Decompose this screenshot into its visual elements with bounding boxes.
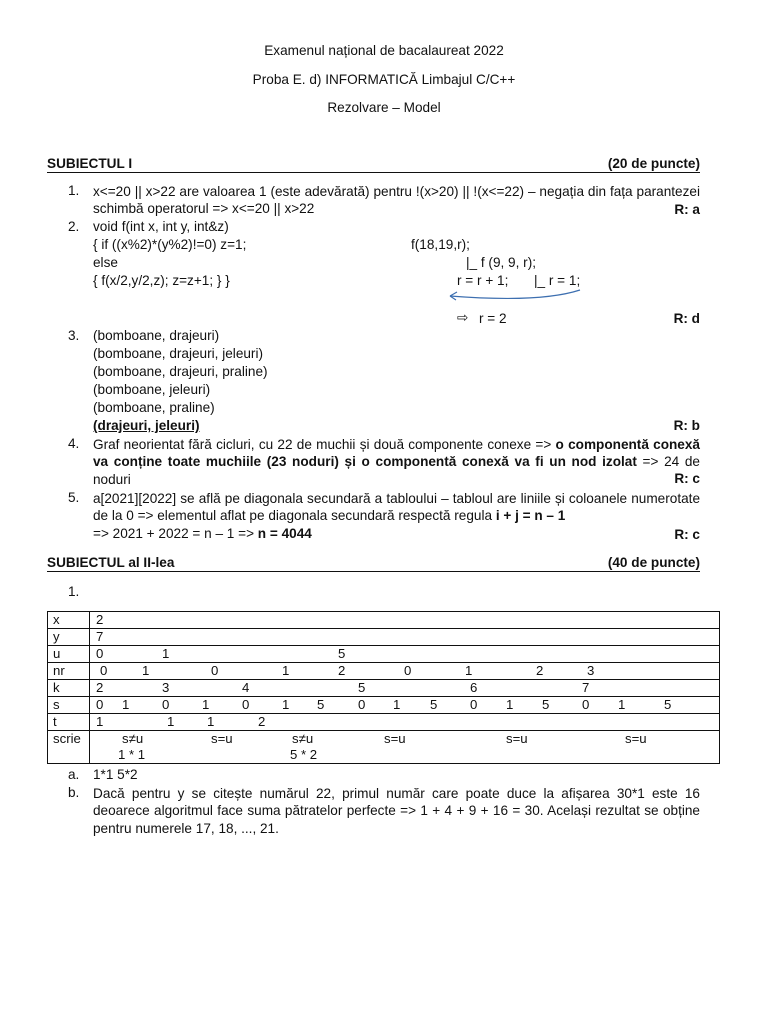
table-cell: 1 <box>465 663 473 678</box>
table-cell: 2 <box>96 612 104 627</box>
table-row <box>48 714 720 731</box>
table-cell: 2 <box>258 714 266 729</box>
subitem-a-text: 1*1 5*2 <box>93 767 138 782</box>
row-values <box>90 612 720 629</box>
table-cell: 0 <box>470 697 478 712</box>
combination-line: (bomboane, jeleuri) <box>93 382 211 397</box>
section-heading-subiect-2 <box>47 555 700 572</box>
combination-line: (bomboane, drajeuri) <box>93 328 220 343</box>
table-cell: 2 <box>338 663 346 678</box>
section-points: (20 de puncte) <box>607 156 700 171</box>
item-5-number: 5. <box>68 490 80 505</box>
table-cell: 1 <box>142 663 150 678</box>
table-cell: 0 <box>582 697 590 712</box>
table-cell: s=u <box>384 731 406 746</box>
table-cell: 5 <box>664 697 672 712</box>
table-cell: s≠u <box>122 731 144 746</box>
table-cell: 1 <box>167 714 175 729</box>
table-cell: 7 <box>582 680 590 695</box>
item-5-result: n = 4044 <box>257 525 312 541</box>
return-arrow-icon <box>440 287 590 307</box>
table-cell: s≠u <box>292 731 314 746</box>
item-5-rule: i + j = n – 1 <box>495 508 566 524</box>
table-row <box>48 612 720 629</box>
code-line: { if ((x%2)*(y%2)!=0) z=1; <box>93 237 247 252</box>
exam-subject: Proba E. d) INFORMATICĂ Limbajul C/C++ <box>252 72 516 87</box>
exam-subtitle: Rezolvare – Model <box>327 100 441 115</box>
exam-title: Examenul național de bacalaureat 2022 <box>264 43 504 58</box>
row-label: nr <box>48 663 90 680</box>
table-cell: 1 <box>282 663 290 678</box>
table-cell: 1 <box>122 697 130 712</box>
row-label: x <box>48 612 90 629</box>
item-1-number: 1. <box>68 183 80 198</box>
table-cell: 3 <box>162 680 170 695</box>
item-5-answer: R: c <box>674 527 700 542</box>
table-cell: 1 <box>207 714 215 729</box>
table-cell: 1 <box>618 697 626 712</box>
table-cell: 1 * 1 <box>118 747 146 762</box>
table-cell: 0 <box>162 697 170 712</box>
table-cell: 7 <box>96 629 104 644</box>
trace-table <box>47 611 720 764</box>
item-2-result: r = 2 <box>479 311 507 326</box>
item-5-text <box>93 490 700 542</box>
trace-line: |_ f (9, 9, r); <box>466 255 537 270</box>
table-cell: 6 <box>470 680 478 695</box>
table-cell: 5 <box>542 697 550 712</box>
row-values <box>90 697 720 714</box>
table-cell: 1 <box>393 697 401 712</box>
row-values <box>90 680 720 697</box>
table-cell: 0 <box>100 663 108 678</box>
row-label: t <box>48 714 90 731</box>
trace-line: r = r + 1; <box>457 273 509 288</box>
section-title: SUBIECTUL al II-lea <box>47 555 175 570</box>
table-row <box>48 663 720 680</box>
code-line: void f(int x, int y, int&z) <box>93 219 229 234</box>
combination-line: (bomboane, praline) <box>93 400 215 415</box>
table-cell: 5 <box>358 680 366 695</box>
row-label: s <box>48 697 90 714</box>
row-values <box>90 663 720 680</box>
row-values <box>90 714 720 731</box>
combination-answer: (drajeuri, jeleuri) <box>93 418 200 433</box>
section-points: (40 de puncte) <box>607 555 700 570</box>
table-cell: s=u <box>211 731 233 746</box>
item-4-text <box>93 436 700 488</box>
table-cell: 5 <box>338 646 346 661</box>
code-line: { f(x/2,y/2,z); z=z+1; } } <box>93 273 230 288</box>
row-label: k <box>48 680 90 697</box>
table-cell: 5 <box>430 697 438 712</box>
trace-line: |_ r = 1; <box>534 273 581 288</box>
table-cell: 1 <box>96 714 104 729</box>
item-1-number: 1. <box>68 584 80 599</box>
section-heading-subiect-1 <box>47 156 700 173</box>
subitem-b-letter: b. <box>68 785 80 800</box>
table-cell: 2 <box>96 680 104 695</box>
combination-line: (bomboane, drajeuri, jeleuri) <box>93 346 264 361</box>
combination-line: (bomboane, drajeuri, praline) <box>93 364 268 379</box>
item-4-text-c: => 24 de noduri <box>93 454 700 487</box>
table-row <box>48 697 720 714</box>
table-cell: 3 <box>587 663 595 678</box>
row-values <box>90 629 720 646</box>
table-cell: 0 <box>96 697 104 712</box>
table-cell: 2 <box>536 663 544 678</box>
table-cell: s=u <box>506 731 528 746</box>
item-3-answer: R: b <box>673 418 700 433</box>
trace-line: f(18,19,r); <box>411 237 470 252</box>
table-row <box>48 646 720 663</box>
table-cell: 5 * 2 <box>290 747 318 762</box>
item-1-answer: R: a <box>674 202 700 217</box>
table-cell: 0 <box>242 697 250 712</box>
row-values <box>90 731 720 764</box>
item-1-text: x<=20 || x>22 are valoarea 1 (este adevărată) pentru !(x>20) || !(x<=22) – negația din fața parantezei schimbă operatorul => x<=20 || x>22 <box>93 184 700 217</box>
table-cell: 0 <box>96 646 104 661</box>
code-line: else <box>93 255 118 270</box>
item-4-answer: R: c <box>674 471 700 486</box>
item-4-number: 4. <box>68 436 80 451</box>
row-values <box>90 646 720 663</box>
table-cell: 1 <box>506 697 514 712</box>
table-cell: 0 <box>211 663 219 678</box>
item-5-text-b: => 2021 + 2022 = n – 1 => <box>93 525 258 541</box>
item-2-number: 2. <box>68 219 80 234</box>
subitem-b-text: Dacă pentru y se citește numărul 22, primul număr care poate duce la afișarea 30*1 este 16 deoarece algoritmul face suma pătratelor perfecte => 1 + 4 + 9 + 16 = 30. Același rezultat se obține pentru numerele 17, 18, ..., 21. <box>93 786 700 836</box>
row-label: u <box>48 646 90 663</box>
row-label: y <box>48 629 90 646</box>
table-cell: 1 <box>162 646 170 661</box>
section-title: SUBIECTUL I <box>47 156 133 171</box>
table-cell: s=u <box>625 731 647 746</box>
item-4-text-bold: o componentă conexă va conține toate muchiile (23 noduri) și o componentă conexă va fi un nod izolat <box>93 437 700 470</box>
table-cell: 1 <box>282 697 290 712</box>
row-label: scrie <box>48 731 90 764</box>
table-row <box>48 629 720 646</box>
subitem-a-letter: a. <box>68 767 80 782</box>
item-2-answer: R: d <box>673 311 700 326</box>
item-3-number: 3. <box>68 328 80 343</box>
item-4-text-a: Graf neorientat fără cicluri, cu 22 de muchii și două componente conexe => <box>93 437 556 452</box>
result-arrow-icon: ⇨ <box>457 310 469 325</box>
table-cell: 1 <box>202 697 210 712</box>
item-5-text-a: a[2021][2022] se află pe diagonala secundară a tabloului – tabloul are liniile și coloanele numerotate de la 0 => elementul aflat pe diagonala secundară respectă regula <box>93 491 700 524</box>
table-cell: 4 <box>242 680 250 695</box>
table-row <box>48 680 720 697</box>
table-cell: 0 <box>404 663 412 678</box>
table-row <box>48 731 720 764</box>
table-cell: 0 <box>358 697 366 712</box>
table-cell: 5 <box>317 697 325 712</box>
